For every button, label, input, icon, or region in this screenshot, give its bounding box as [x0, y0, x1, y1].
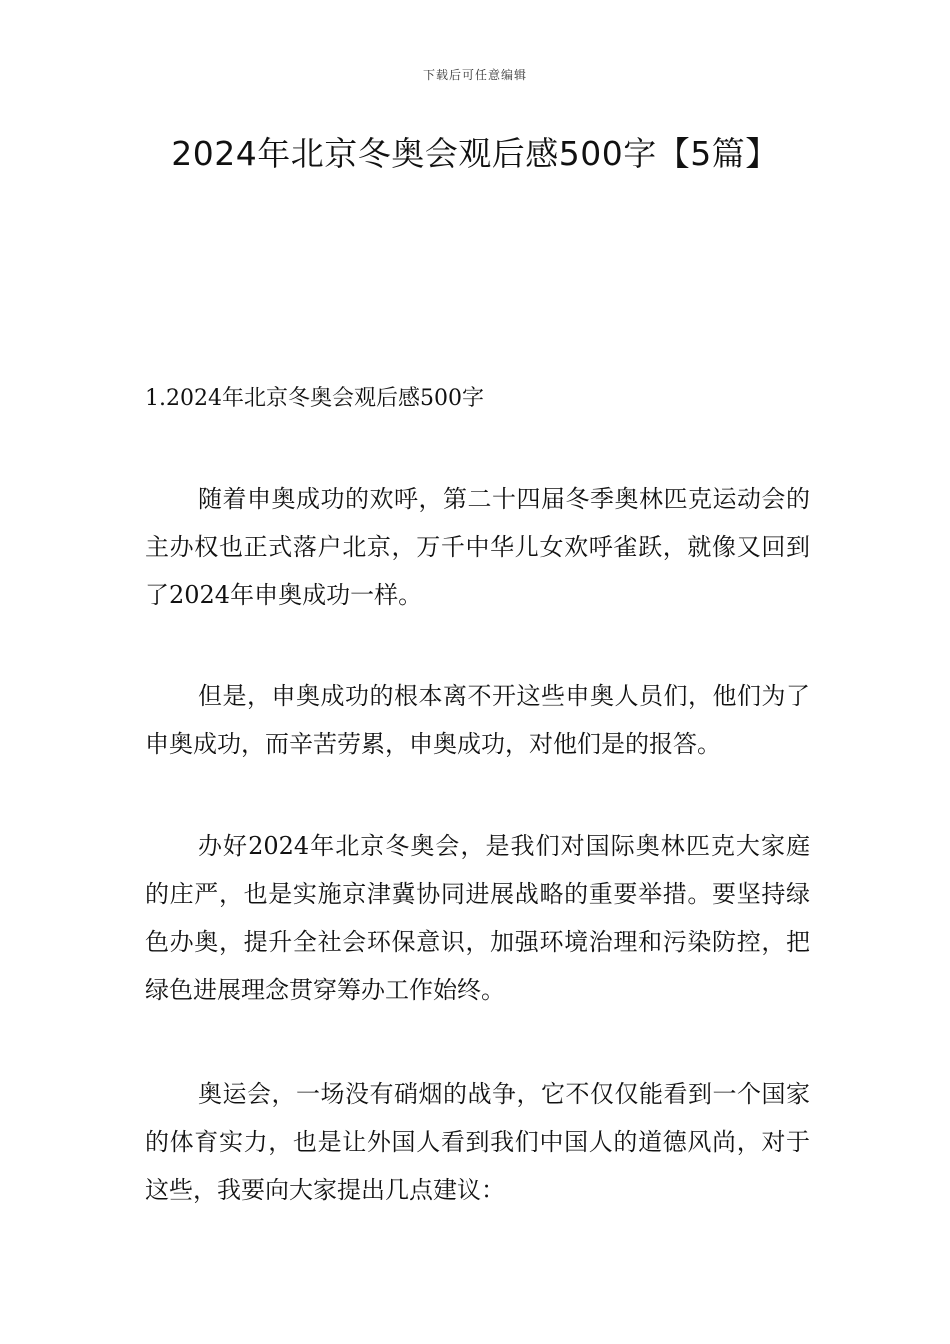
paragraph-1: 随着申奥成功的欢呼，第二十四届冬季奥林匹克运动会的主办权也正式落户北京，万千中华儿女欢呼雀跃，就像又回到了2024年申奥成功一样。: [145, 485, 810, 609]
paragraph-3: 办好2024年北京冬奥会，是我们对国际奥林匹克大家庭的庄严，也是实施京津冀协同进展战略的重要举措。要坚持绿色办奥，提升全社会环保意识，加强环境治理和污染防控，把绿色进展理念贯穿筹办工作始终。: [145, 832, 810, 1004]
section-heading: 1.2024年北京冬奥会观后感500字: [145, 386, 484, 411]
paragraph-2: 但是，申奥成功的根本离不开这些申奥人员们，他们为了申奥成功，而辛苦劳累，申奥成功，对他们是的报答。: [145, 682, 810, 758]
document-title: 2024年北京冬奥会观后感500字【5篇】: [171, 134, 779, 173]
header-note: 下载后可任意编辑: [422, 68, 527, 82]
paragraph-4: 奥运会，一场没有硝烟的战争，它不仅仅能看到一个国家的体育实力，也是让外国人看到我们中国人的道德风尚，对于这些，我要向大家提出几点建议：: [145, 1080, 810, 1204]
